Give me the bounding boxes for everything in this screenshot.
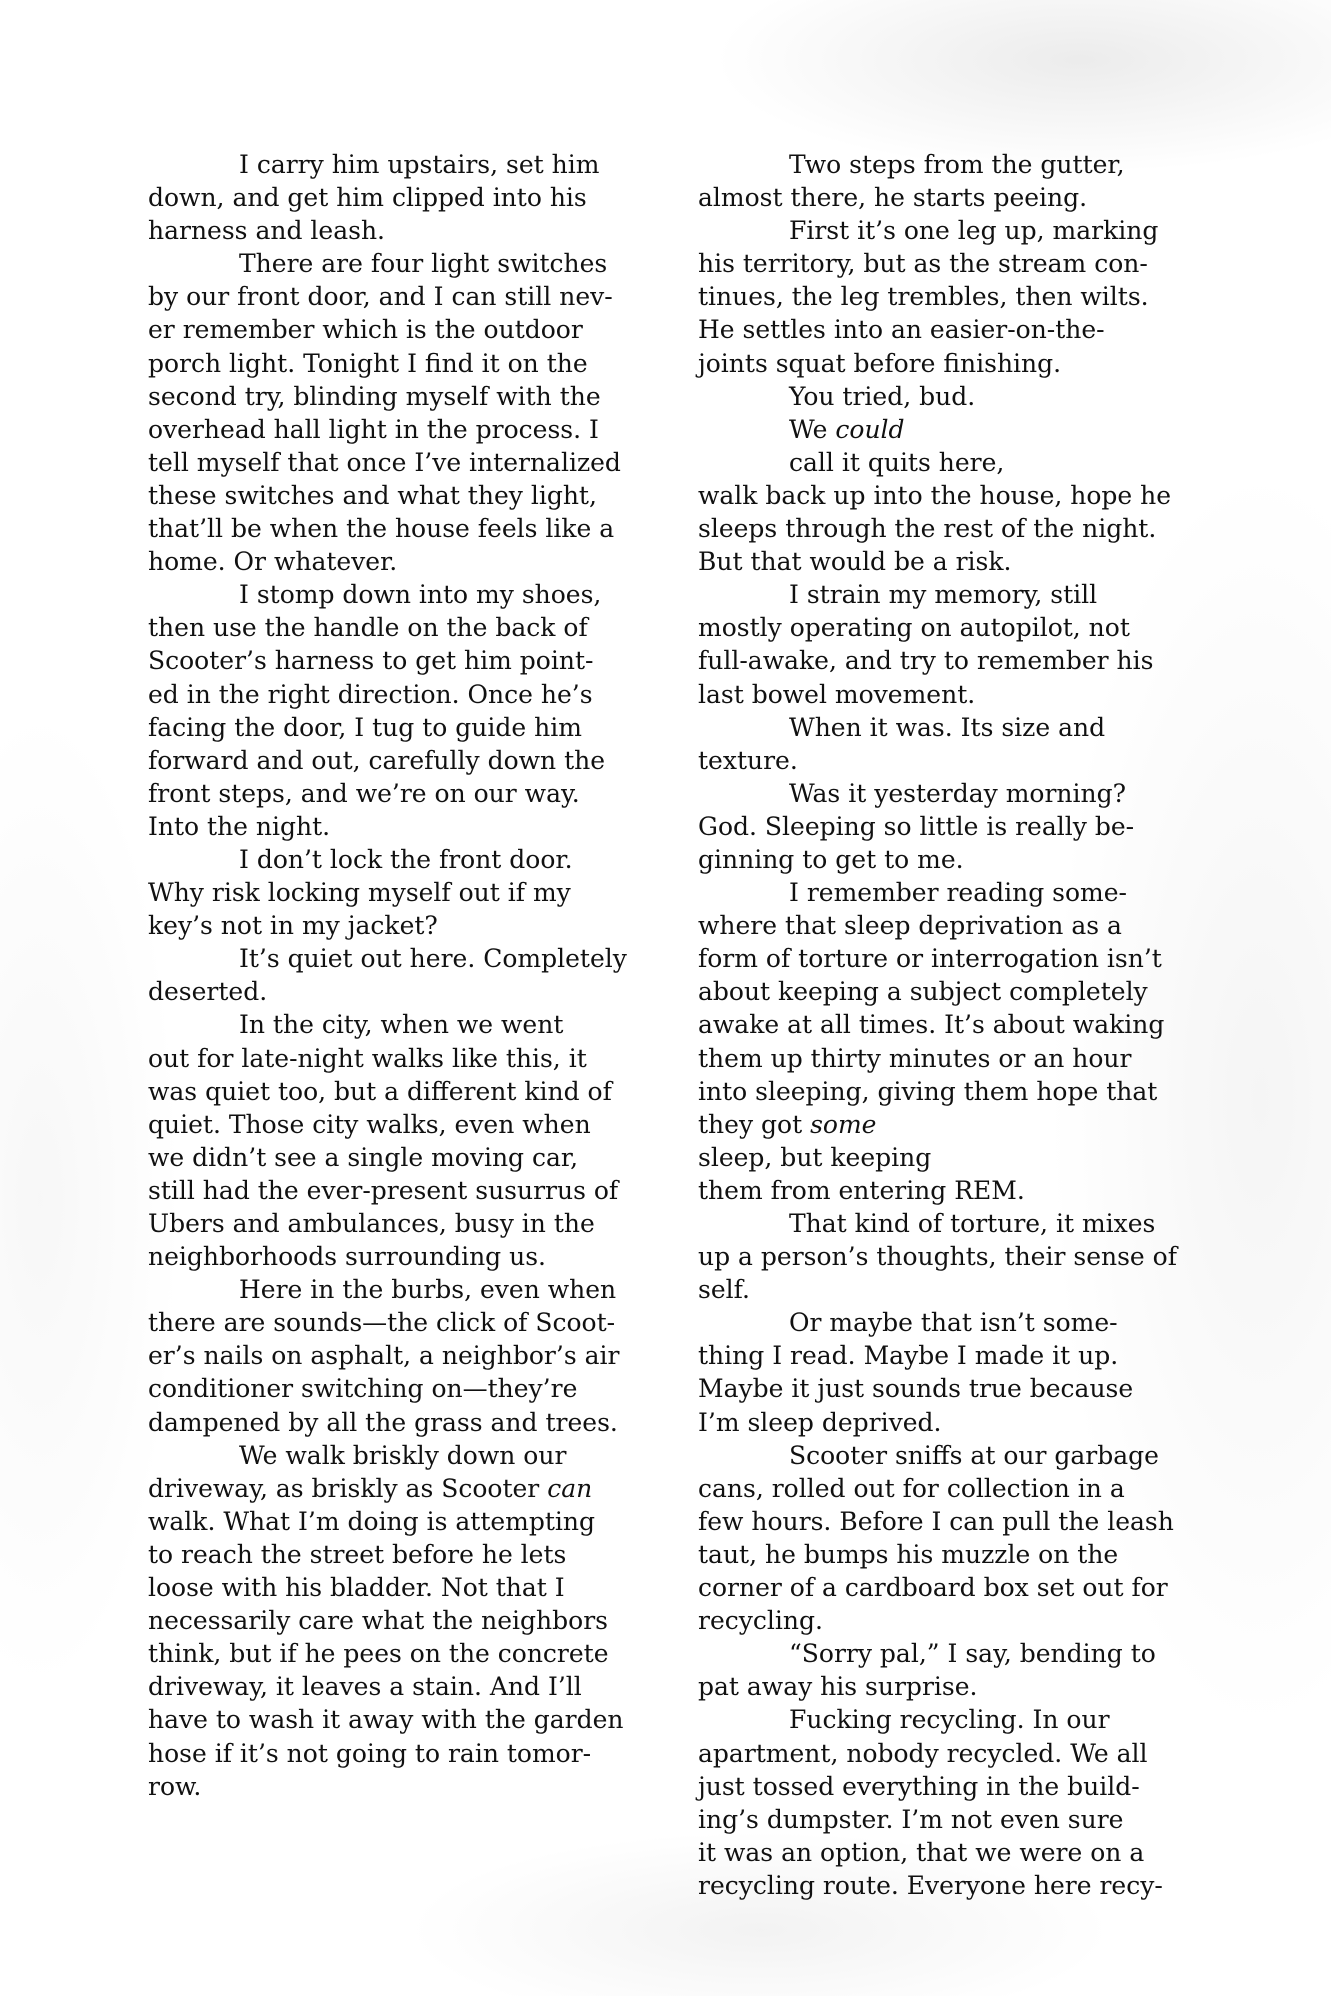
text-line: driveway, it leaves a stain. And I’ll <box>148 1672 582 1702</box>
paragraph <box>698 1703 1188 1902</box>
text-line: front steps, and we’re on our way. <box>148 778 580 808</box>
text-line: walk. What I’m doing is attempting <box>148 1506 596 1536</box>
text-line: have to wash it away with the garden <box>148 1705 624 1735</box>
text-line: When it was. Its size and <box>789 712 1106 742</box>
text-line: to reach the street before he lets <box>148 1539 567 1569</box>
text-line: still had the ever-present susurrus of <box>148 1175 619 1205</box>
right-text-column <box>698 148 1188 1902</box>
italic-text: could <box>835 414 905 444</box>
text-line: hose if it’s not going to rain tomor- <box>148 1738 592 1768</box>
paragraph <box>148 1439 638 1803</box>
text-line: out for late-night walks like this, it <box>148 1043 587 1073</box>
text-line: form of torture or interrogation isn’t <box>698 944 1162 974</box>
text-line: In the city, when we went <box>239 1010 564 1040</box>
paragraph <box>698 380 1188 413</box>
paragraph <box>698 1207 1188 1306</box>
text-line: Or maybe that isn’t some- <box>789 1308 1118 1338</box>
text-line <box>698 415 1188 479</box>
paragraph <box>698 148 1188 214</box>
text-line: full-awake, and try to remember his <box>698 646 1154 676</box>
italic-text: can <box>547 1473 593 1503</box>
text-line: sleeps through the rest of the night. <box>698 514 1157 544</box>
text-line: conditioner switching on—they’re <box>148 1374 578 1404</box>
text-line: ing’s dumpster. I’m not even sure <box>698 1804 1124 1834</box>
text-line: we didn’t see a single moving car, <box>148 1142 579 1172</box>
text-run: they got <box>698 1109 811 1139</box>
text-line: few hours. Before I can pull the leash <box>698 1506 1174 1536</box>
italic-text: some <box>810 1109 877 1139</box>
text-line: apartment, nobody recycled. We all <box>698 1738 1148 1768</box>
text-line: into sleeping, giving them hope that <box>698 1076 1158 1106</box>
text-line: tell myself that once I’ve internalized <box>148 447 621 477</box>
text-line: self. <box>698 1275 750 1305</box>
text-line: deserted. <box>148 977 268 1007</box>
text-run: call it quits here, <box>789 447 1005 477</box>
text-line: tinues, the leg trembles, then wilts. <box>698 282 1149 312</box>
text-line: walk back up into the house, hope he <box>698 480 1172 510</box>
text-line: texture. <box>698 745 798 775</box>
text-line: row. <box>148 1771 202 1801</box>
paragraph <box>698 413 1188 578</box>
paragraph <box>148 1273 638 1438</box>
text-line: God. Sleeping so little is really be- <box>698 811 1135 841</box>
text-line: corner of a cardboard box set out for <box>698 1573 1168 1603</box>
text-line: You tried, bud. <box>789 381 976 411</box>
text-line: That kind of torture, it mixes <box>789 1209 1156 1238</box>
text-line: There are four light switches <box>239 249 608 279</box>
text-line: Ubers and ambulances, busy in the <box>148 1209 595 1238</box>
text-line: Why risk locking myself out if my <box>148 878 571 908</box>
paragraph <box>698 214 1188 379</box>
text-line: Fucking recycling. In our <box>789 1705 1110 1735</box>
text-run: We <box>789 414 836 444</box>
text-line: second try, blinding myself with the <box>148 381 601 411</box>
text-line: I carry him upstairs, set him <box>239 150 600 179</box>
text-line: just tossed everything in the build- <box>698 1771 1140 1801</box>
paragraph <box>698 1637 1188 1703</box>
paragraph <box>148 843 638 942</box>
text-run: driveway, as briskly as Scooter <box>148 1473 548 1503</box>
text-line: quiet. Those city walks, even when <box>148 1109 591 1139</box>
text-line: where that sleep deprivation as a <box>698 911 1122 941</box>
text-line: was quiet too, but a different kind of <box>148 1076 612 1106</box>
text-line: dampened by all the grass and trees. <box>148 1407 618 1437</box>
text-line: I stomp down into my shoes, <box>239 580 602 610</box>
text-line: er remember which is the outdoor <box>148 315 583 345</box>
paragraph <box>698 1306 1188 1438</box>
text-line: I’m sleep deprived. <box>698 1407 942 1437</box>
text-line: these switches and what they light, <box>148 480 597 510</box>
text-line: them from entering REM. <box>698 1175 1025 1205</box>
text-line: down, and get him clipped into his <box>148 183 587 213</box>
text-line: almost there, he starts peeing. <box>698 183 1088 213</box>
text-line: We walk briskly down our <box>239 1440 567 1470</box>
text-line: think, but if he pees on the concrete <box>148 1639 609 1669</box>
text-line: forward and out, carefully down the <box>148 745 606 775</box>
text-line: joints squat before finishing. <box>698 348 1062 378</box>
text-line: “Sorry pal,” I say, bending to <box>789 1639 1156 1669</box>
text-line: harness and leash. <box>148 216 385 246</box>
text-line: Here in the burbs, even when <box>239 1275 617 1305</box>
paragraph <box>698 711 1188 777</box>
text-line: facing the door, I tug to guide him <box>148 712 582 742</box>
text-line: Scooter’s harness to get him point- <box>148 646 594 676</box>
text-line: I remember reading some- <box>789 878 1128 908</box>
text-line: recycling route. Everyone here recy- <box>698 1870 1163 1900</box>
text-line: Two steps from the gutter, <box>789 150 1125 179</box>
text-line: He settles into an easier-on-the- <box>698 315 1105 345</box>
text-line: First it’s one leg up, marking <box>789 216 1159 246</box>
text-line: last bowel movement. <box>698 679 976 709</box>
text-line: it was an option, that we were on a <box>698 1837 1145 1867</box>
text-line: then use the handle on the back of <box>148 613 588 643</box>
text-line: But that would be a risk. <box>698 547 1012 577</box>
text-line: Scooter sniffs at our garbage <box>789 1440 1159 1470</box>
text-line: loose with his bladder. Not that I <box>148 1573 565 1603</box>
text-line: home. Or whatever. <box>148 547 398 577</box>
text-line <box>148 1472 638 1505</box>
paragraph <box>148 1008 638 1273</box>
paragraph <box>698 777 1188 876</box>
text-line: I don’t lock the front door. <box>239 844 573 874</box>
text-line: thing I read. Maybe I made it up. <box>698 1341 1119 1371</box>
paragraph <box>148 148 638 247</box>
text-line: neighborhoods surrounding us. <box>148 1242 546 1272</box>
text-line: by our front door, and I can still nev- <box>148 282 613 312</box>
text-line: necessarily care what the neighbors <box>148 1606 608 1636</box>
paragraph <box>148 578 638 843</box>
text-line: ed in the right direction. Once he’s <box>148 679 593 709</box>
text-line: pat away his surprise. <box>698 1672 978 1702</box>
text-line: taut, he bumps his muzzle on the <box>698 1539 1119 1569</box>
text-line: porch light. Tonight I find it on the <box>148 348 588 378</box>
text-line: awake at all times. It’s about waking <box>698 1010 1165 1040</box>
text-line: Was it yesterday morning? <box>789 778 1127 808</box>
paragraph <box>148 942 638 1008</box>
text-line: about keeping a subject completely <box>698 977 1148 1007</box>
text-line <box>698 1108 1188 1174</box>
text-run: sleep, but keeping <box>698 1142 932 1172</box>
text-line: his territory, but as the stream con- <box>698 249 1148 279</box>
text-line: there are sounds—the click of Scoot- <box>148 1308 616 1338</box>
text-line: mostly operating on autopilot, not <box>698 613 1130 643</box>
text-line: cans, rolled out for collection in a <box>698 1473 1125 1503</box>
text-line: that’ll be when the house feels like a <box>148 514 615 544</box>
text-line: them up thirty minutes or an hour <box>698 1043 1132 1073</box>
text-line: Maybe it just sounds true because <box>698 1374 1134 1404</box>
text-line: ginning to get to me. <box>698 844 964 874</box>
text-line: It’s quiet out here. Completely <box>239 944 627 974</box>
text-line: Into the night. <box>148 811 331 841</box>
text-line: up a person’s thoughts, their sense of <box>698 1242 1177 1272</box>
text-line: recycling. <box>698 1606 823 1636</box>
paragraph <box>698 876 1188 1207</box>
paragraph <box>698 1439 1188 1638</box>
text-line: overhead hall light in the process. I <box>148 414 599 444</box>
paragraph <box>698 578 1188 710</box>
text-line: key’s not in my jacket? <box>148 911 438 941</box>
left-text-column <box>148 148 638 1803</box>
text-line: er’s nails on asphalt, a neighbor’s air <box>148 1341 620 1371</box>
paragraph <box>148 247 638 578</box>
text-line: I strain my memory, still <box>789 580 1098 610</box>
